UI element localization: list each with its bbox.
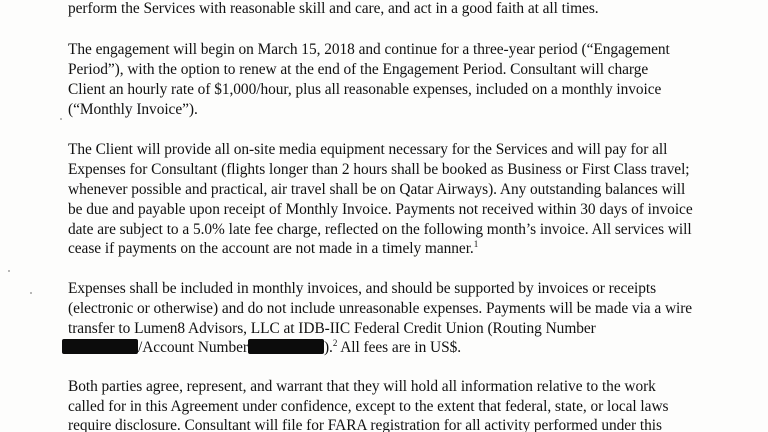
text-line: Client an hourly rate of $1,000/hour, plus all reasonable expenses, included on a monthly invoice [68,81,662,98]
line-text: cease if payments on the account are not made in a timely manner. [68,240,474,257]
scan-speck [60,118,62,120]
scan-speck [8,270,10,272]
text-line: called for in this Agreement under confidence, except to the extent that federal, state, or local laws [68,398,669,415]
text-line-with-footnote [68,239,478,259]
scan-speck [30,292,32,294]
text-line: Period”), with the option to renew at the end of the Engagement Period. Consultant will charge [68,61,649,78]
text-line: date are subject to a 5.0% late fee charge, reflected on the following month’s invoice. All services will [68,221,692,238]
redaction-block [248,339,324,354]
line-text: ). [323,339,333,356]
redaction-block [62,339,138,354]
footnote-mark: 1 [473,239,479,249]
footnote-mark: 2 [332,338,338,348]
line-text: All fees are in US$. [337,339,462,356]
text-line: The engagement will begin on March 15, 2018 and continue for a three-year period (“Engagement [68,41,670,58]
text-line-redacted [68,338,461,358]
text-line: whenever possible and practical, air travel shall be on Qatar Airways). Any outstanding balances will [68,181,686,198]
line-text: /Account Number [138,339,248,356]
text-line: require disclosure. Consultant will file for FARA registration for all activity performed under this [68,417,662,432]
text-line: perform the Services with reasonable skill and care, and act in a good faith at all times. [68,0,599,17]
text-line: Both parties agree, represent, and warrant that they will hold all information relative to the work [68,378,656,395]
text-line: (electronic or otherwise) and do not include unreasonable expenses. Payments will be made via a wire [68,300,693,317]
text-line: Expenses shall be included in monthly invoices, and should be supported by invoices or receipts [68,280,657,297]
text-line: Expenses for Consultant (flights longer than 2 hours shall be booked as Business or First Class travel; [68,161,690,178]
text-line: be due and payable upon receipt of Monthly Invoice. Payments not received within 30 days of invoice [68,201,693,218]
text-line: The Client will provide all on-site media equipment necessary for the Services and will pay for all [68,141,668,158]
text-line: (“Monthly Invoice”). [68,101,198,118]
text-line: transfer to Lumen8 Advisors, LLC at IDB-IIC Federal Credit Union (Routing Number [68,320,596,337]
